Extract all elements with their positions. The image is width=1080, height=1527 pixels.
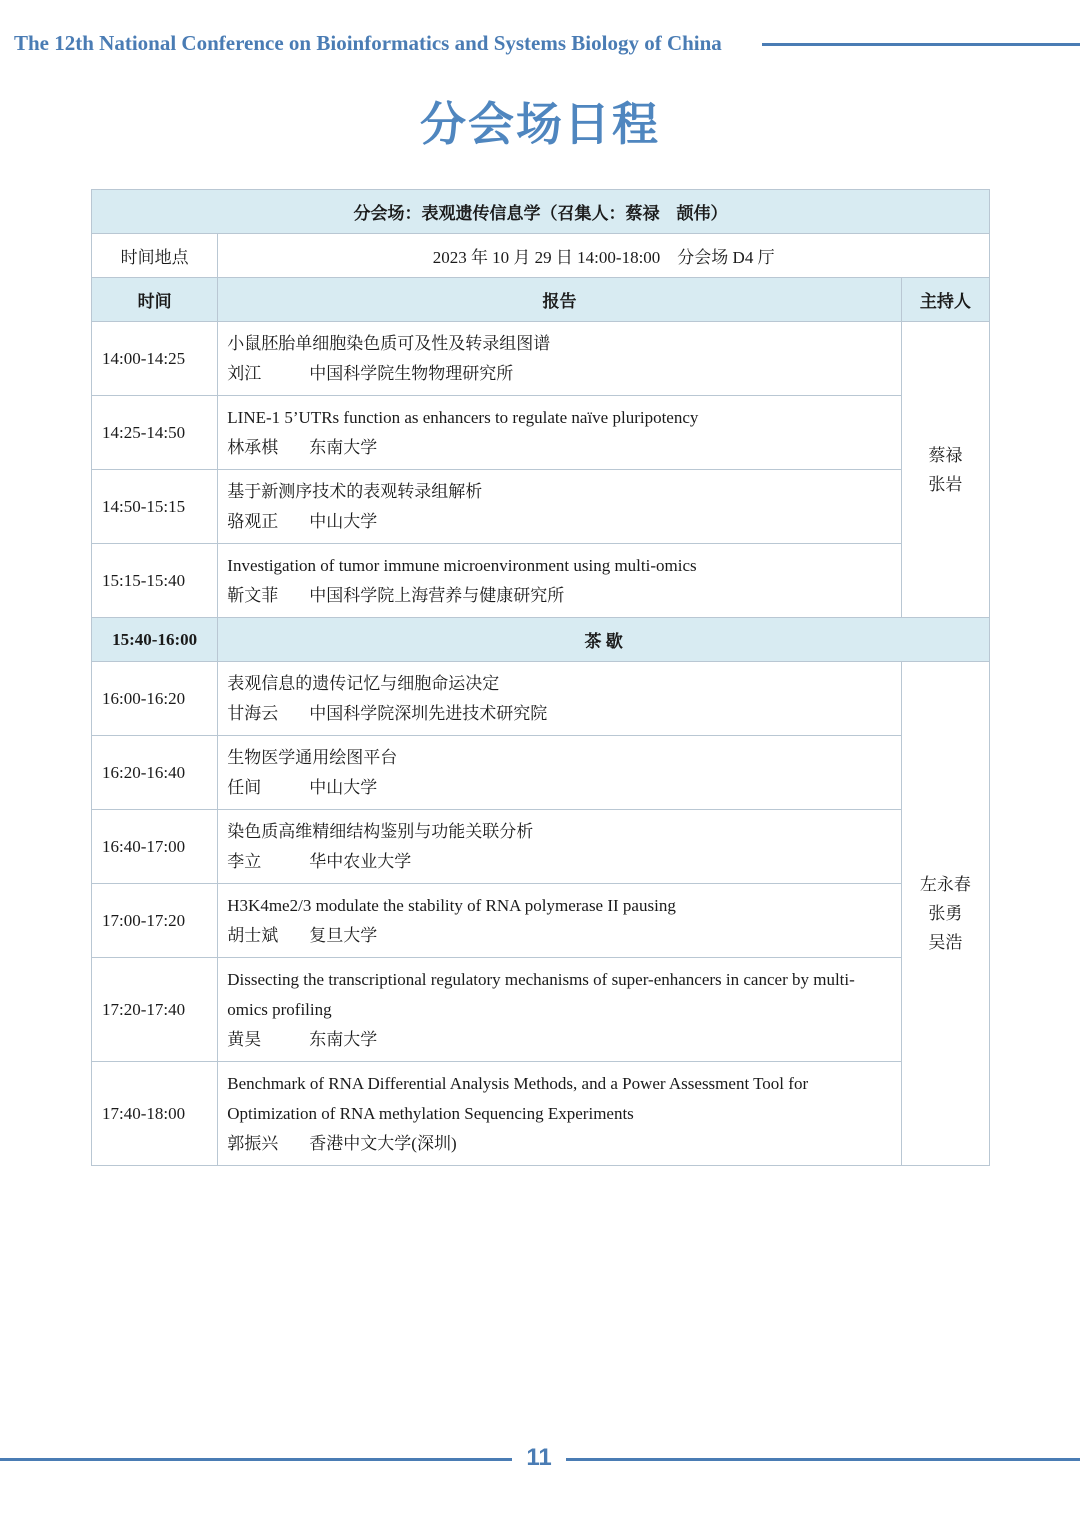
talk-speaker: 郭振兴 [227, 1133, 279, 1153]
tea-break-label: 茶 歇 [218, 618, 990, 662]
talk-speaker: 靳文菲 [227, 585, 279, 605]
talk-speaker: 胡士斌 [227, 925, 279, 945]
hosts-cell [901, 322, 989, 618]
talk-time: 14:00-14:25 [92, 322, 218, 396]
table-row [92, 810, 990, 884]
talk-time: 17:00-17:20 [92, 884, 218, 958]
talk-affiliation: 中国科学院上海营养与健康研究所 [309, 585, 565, 605]
talk-title: LINE-1 5’UTRs function as enhancers to regulate naïve pluripotency [227, 407, 699, 427]
host-name: 张勇 [928, 904, 963, 923]
table-row [92, 544, 990, 618]
talk-title: 生物医学通用绘图平台 [227, 747, 398, 767]
col-header-host: 主持人 [901, 278, 989, 322]
talk-title: 染色质高维精细结构鉴别与功能关联分析 [227, 821, 534, 841]
talk-cell [218, 544, 902, 618]
talk-cell [218, 1062, 902, 1166]
table-row [92, 662, 990, 736]
talk-title: 表观信息的遗传记忆与细胞命运决定 [227, 673, 500, 693]
talk-affiliation: 中国科学院深圳先进技术研究院 [309, 703, 548, 723]
talk-speaker: 骆观正 [227, 511, 279, 531]
talk-cell [218, 396, 902, 470]
table-row [92, 396, 990, 470]
talk-speaker: 林承棋 [227, 437, 279, 457]
talk-cell [218, 958, 902, 1062]
talk-affiliation: 中山大学 [309, 777, 378, 797]
talk-speaker: 刘江 [227, 363, 262, 383]
talk-time: 15:15-15:40 [92, 544, 218, 618]
col-header-talk: 报告 [218, 278, 902, 322]
table-row [92, 322, 990, 396]
host-name: 吴浩 [928, 933, 963, 952]
talk-speaker: 黄昊 [227, 1029, 262, 1049]
talk-speaker: 任间 [227, 777, 262, 797]
talk-cell [218, 470, 902, 544]
talk-affiliation: 华中农业大学 [309, 851, 412, 871]
talk-time: 16:00-16:20 [92, 662, 218, 736]
talk-time: 17:20-17:40 [92, 958, 218, 1062]
col-header-time: 时间 [92, 278, 218, 322]
talk-cell [218, 322, 902, 396]
table-row [92, 884, 990, 958]
talk-affiliation: 复旦大学 [309, 925, 378, 945]
session-title-row [92, 190, 990, 234]
talk-affiliation: 香港中文大学(深圳) [309, 1133, 457, 1153]
talk-speaker: 李立 [227, 851, 262, 871]
talk-time: 14:25-14:50 [92, 396, 218, 470]
header-rule [762, 43, 1080, 46]
page-title: 分会场日程 [420, 97, 660, 151]
talk-cell [218, 662, 902, 736]
talk-time: 17:40-18:00 [92, 1062, 218, 1166]
conference-title: The 12th National Conference on Bioinformatics and Systems Biology of China [14, 31, 722, 55]
table-row [92, 1062, 990, 1166]
talk-cell [218, 736, 902, 810]
schedule-table [91, 189, 990, 1166]
talk-time: 14:50-15:15 [92, 470, 218, 544]
talk-title: Dissecting the transcriptional regulatory mechanisms of super-enhancers in cancer by multi-omics profiling [227, 969, 855, 1019]
talk-title: Benchmark of RNA Differential Analysis Methods, and a Power Assessment Tool for Optimization of RNA methylation Sequencing Experiments [227, 1073, 809, 1123]
footer-rule-right [566, 1458, 1080, 1461]
talk-title: 小鼠胚胎单细胞染色质可及性及转录组图谱 [227, 333, 551, 353]
where-value: 2023 年 10 月 29 日 14:00-18:00 分会场 D4 厅 [218, 234, 990, 278]
host-name: 张岩 [928, 474, 963, 494]
talk-cell [218, 810, 902, 884]
host-name: 蔡禄 [928, 445, 963, 465]
footer-rule-left [0, 1458, 512, 1461]
hosts-cell [901, 662, 989, 1166]
talk-affiliation: 东南大学 [309, 437, 378, 457]
column-header-row [92, 278, 990, 322]
talk-speaker: 甘海云 [227, 703, 279, 723]
talk-affiliation: 中山大学 [309, 511, 378, 531]
table-row [92, 736, 990, 810]
tea-break-time: 15:40-16:00 [92, 618, 218, 662]
session-title: 分会场：表观遗传信息学（召集人：蔡禄 颉伟） [92, 190, 990, 234]
talk-affiliation: 东南大学 [309, 1029, 378, 1049]
talk-title: 基于新测序技术的表观转录组解析 [227, 481, 483, 501]
talk-affiliation: 中国科学院生物物理研究所 [309, 363, 514, 383]
talk-time: 16:20-16:40 [92, 736, 218, 810]
page-number: 11 [526, 1444, 552, 1471]
talk-cell [218, 884, 902, 958]
talk-title: Investigation of tumor immune microenvironment using multi-omics [227, 555, 697, 575]
table-row [92, 958, 990, 1062]
host-name: 左永春 [919, 875, 971, 894]
talk-title: H3K4me2/3 modulate the stability of RNA polymerase II pausing [227, 895, 676, 915]
session-where-row [92, 234, 990, 278]
table-row [92, 470, 990, 544]
talk-time: 16:40-17:00 [92, 810, 218, 884]
tea-break-row [92, 618, 990, 662]
where-label: 时间地点 [92, 234, 218, 278]
